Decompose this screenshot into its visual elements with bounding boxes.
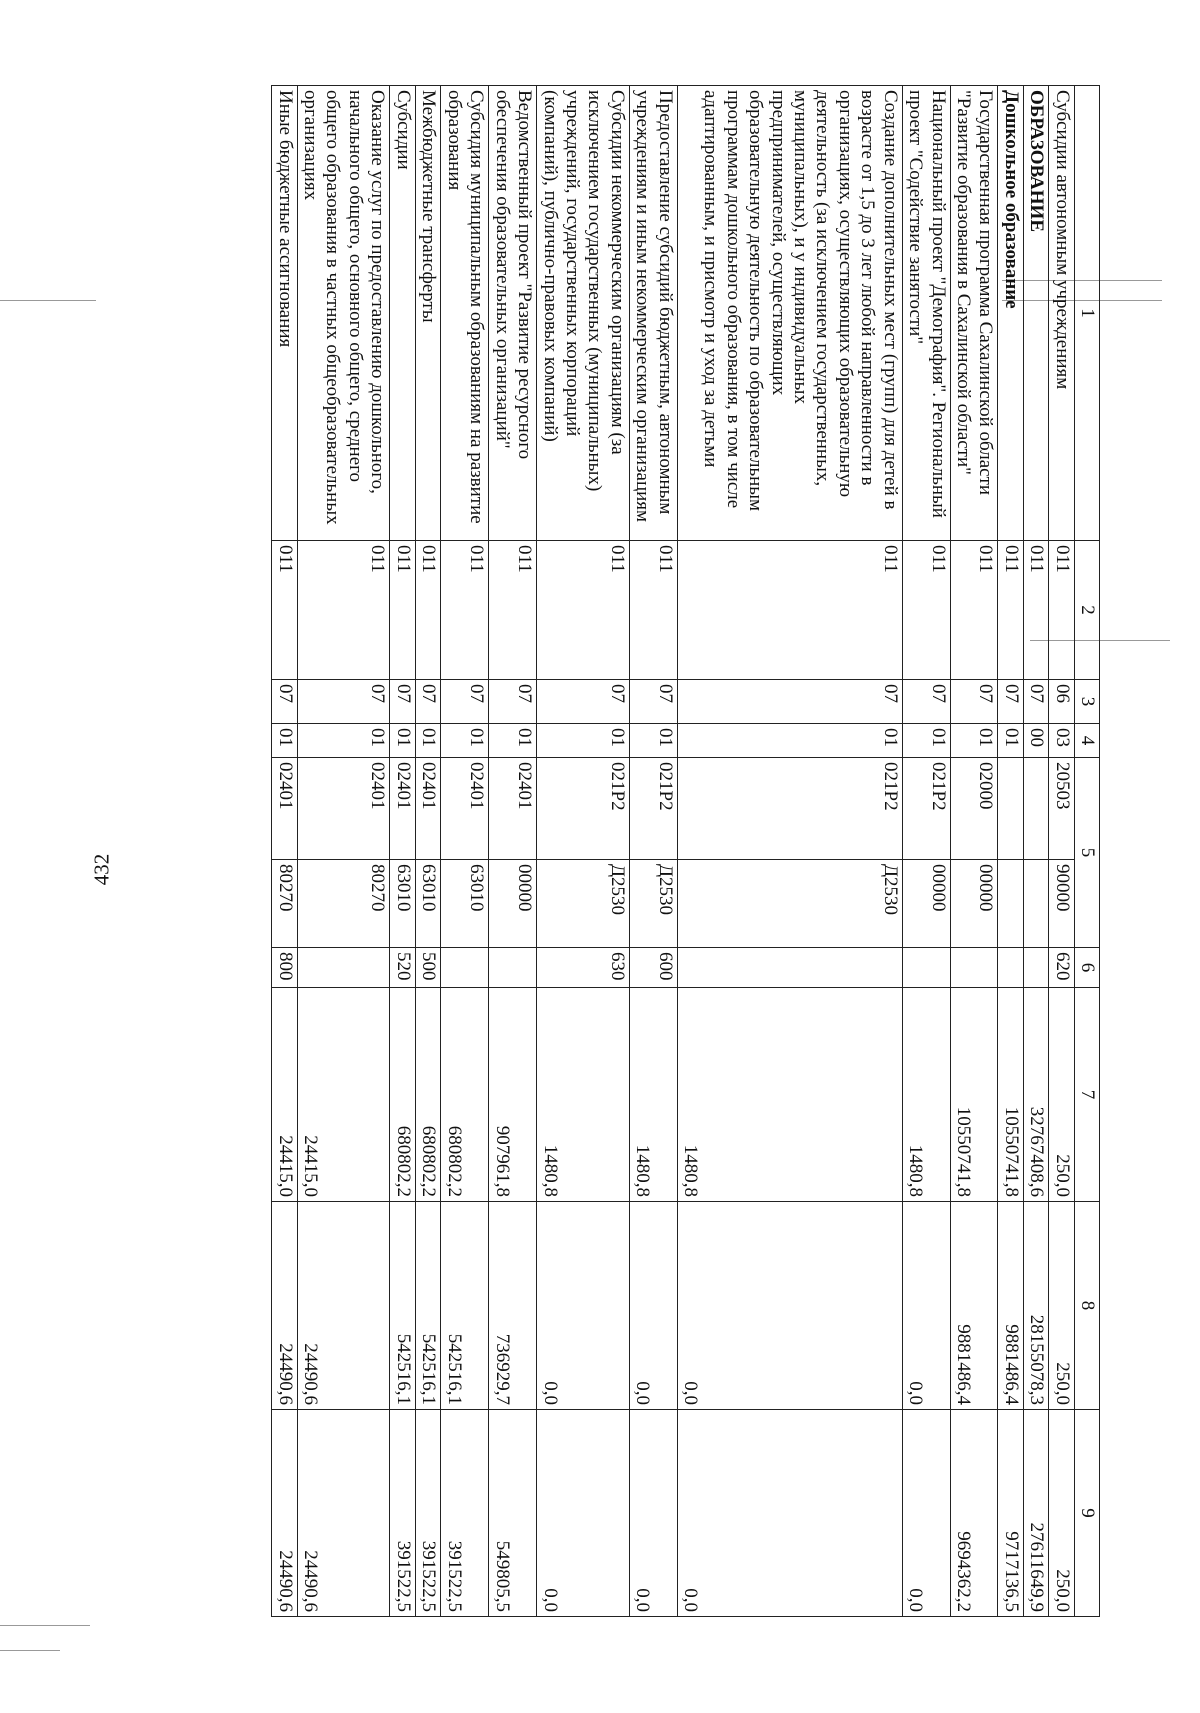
table-row [998, 86, 1023, 1617]
row-value-year-2: 0,0 [677, 1202, 902, 1410]
header-col-8: 8 [1074, 1202, 1099, 1410]
row-code-subsection: 00 [1023, 724, 1048, 758]
row-value-year-2: 0,0 [537, 1202, 630, 1410]
row-code-section: 06 [1049, 680, 1074, 724]
row-code-subsection: 01 [441, 724, 489, 758]
table-row [902, 86, 950, 1617]
row-code-program: 02401 [297, 758, 390, 860]
row-code-expense-type [998, 948, 1023, 988]
row-code-ministry: 011 [489, 541, 537, 680]
header-col-7: 7 [1074, 988, 1099, 1202]
table-row [441, 86, 489, 1617]
row-code-section: 07 [677, 680, 902, 724]
row-value-year-1: 24415,0 [297, 988, 390, 1202]
row-code-section: 07 [489, 680, 537, 724]
table-row [415, 86, 440, 1617]
row-code-direction: 00000 [902, 860, 950, 948]
row-name: Межбюджетные трансферты [415, 86, 440, 541]
row-value-year-3: 9717136,5 [998, 1410, 1023, 1617]
row-code-section: 07 [297, 680, 390, 724]
table-row [950, 86, 998, 1617]
row-code-subsection: 01 [297, 724, 390, 758]
row-code-program: 021P2 [677, 758, 902, 860]
row-code-program: 02401 [415, 758, 440, 860]
row-value-year-2: 28155078,3 [1023, 1202, 1048, 1410]
row-code-section: 07 [1023, 680, 1048, 724]
row-value-year-2: 0,0 [629, 1202, 677, 1410]
row-value-year-1: 680802,2 [415, 988, 440, 1202]
header-col-2: 2 [1074, 541, 1099, 680]
rotated-page [140, 85, 1100, 1616]
table-row [1023, 86, 1048, 1617]
row-value-year-2: 542516,1 [441, 1202, 489, 1410]
row-code-subsection: 01 [415, 724, 440, 758]
table-row [629, 86, 677, 1617]
row-code-program [998, 758, 1023, 860]
row-value-year-3: 391522,5 [441, 1410, 489, 1617]
row-name: Ведомственный проект "Развитие ресурсного обеспечения образовательных организаций" [489, 86, 537, 541]
row-code-expense-type: 500 [415, 948, 440, 988]
row-code-direction: Д2530 [677, 860, 902, 948]
row-code-expense-type: 620 [1049, 948, 1074, 988]
row-value-year-1: 1480,8 [677, 988, 902, 1202]
row-code-subsection: 01 [537, 724, 630, 758]
row-code-direction: 00000 [489, 860, 537, 948]
table-row [297, 86, 390, 1617]
row-code-program: 02401 [390, 758, 415, 860]
row-value-year-1: 1480,8 [537, 988, 630, 1202]
row-value-year-3: 391522,5 [415, 1410, 440, 1617]
row-code-expense-type: 630 [537, 948, 630, 988]
row-code-subsection: 01 [390, 724, 415, 758]
row-name: ОБРАЗОВАНИЕ [1023, 86, 1048, 541]
row-code-direction: 80270 [272, 860, 297, 948]
row-code-ministry: 011 [629, 541, 677, 680]
table-row [272, 86, 297, 1617]
row-code-direction: 80270 [297, 860, 390, 948]
row-code-ministry: 011 [297, 541, 390, 680]
row-code-direction: 90000 [1049, 860, 1074, 948]
row-code-expense-type: 800 [272, 948, 297, 988]
row-code-program: 021P2 [537, 758, 630, 860]
header-col-3: 3 [1074, 680, 1099, 724]
row-name: Предоставление субсидий бюджетным, автономным учреждениям и иным некоммерческим организациям [629, 86, 677, 541]
row-value-year-1: 907961,8 [489, 988, 537, 1202]
row-code-ministry: 011 [950, 541, 998, 680]
row-code-ministry: 011 [1049, 541, 1074, 680]
row-value-year-1: 680802,2 [390, 988, 415, 1202]
row-code-program: 02000 [950, 758, 998, 860]
row-code-subsection: 01 [489, 724, 537, 758]
row-code-expense-type [1023, 948, 1048, 988]
row-code-program: 021P2 [629, 758, 677, 860]
row-code-subsection: 01 [272, 724, 297, 758]
row-code-section: 07 [902, 680, 950, 724]
row-code-direction: 63010 [415, 860, 440, 948]
row-value-year-3: 391522,5 [390, 1410, 415, 1617]
row-code-section: 07 [950, 680, 998, 724]
header-col-4: 4 [1074, 724, 1099, 758]
row-value-year-3: 549805,5 [489, 1410, 537, 1617]
row-value-year-3: 0,0 [902, 1410, 950, 1617]
row-name: Субсидии автономным учреждениям [1049, 86, 1074, 541]
row-code-expense-type [441, 948, 489, 988]
row-code-expense-type [902, 948, 950, 988]
row-code-section: 07 [537, 680, 630, 724]
row-code-subsection: 03 [1049, 724, 1074, 758]
table-row [537, 86, 630, 1617]
table-row [677, 86, 902, 1617]
row-value-year-2: 24490,6 [272, 1202, 297, 1410]
header-col-5: 5 [1074, 758, 1099, 948]
row-value-year-3: 24490,6 [272, 1410, 297, 1617]
row-value-year-1: 10550741,8 [950, 988, 998, 1202]
row-name: Государственная программа Сахалинской области "Развитие образования в Сахалинской области" [950, 86, 998, 541]
row-code-direction: 63010 [390, 860, 415, 948]
row-code-program: 02401 [441, 758, 489, 860]
row-code-section: 07 [629, 680, 677, 724]
row-code-subsection: 01 [677, 724, 902, 758]
row-code-ministry: 011 [998, 541, 1023, 680]
row-name: Иные бюджетные ассигнования [272, 86, 297, 541]
row-code-expense-type [677, 948, 902, 988]
row-code-direction [998, 860, 1023, 948]
row-value-year-2: 736929,7 [489, 1202, 537, 1410]
row-code-ministry: 011 [272, 541, 297, 680]
row-name: Субсидия муниципальным образованиям на развитие образования [441, 86, 489, 541]
row-code-program: 20503 [1049, 758, 1074, 860]
row-value-year-2: 542516,1 [415, 1202, 440, 1410]
row-code-section: 07 [272, 680, 297, 724]
header-col-9: 9 [1074, 1410, 1099, 1617]
row-name: Оказание услуг по предоставлению дошкольного, начального общего, основного общего, среднего общего образования в частных общеобразовательных организациях [297, 86, 390, 541]
row-value-year-3: 0,0 [629, 1410, 677, 1617]
header-col-6: 6 [1074, 948, 1099, 988]
row-code-subsection: 01 [998, 724, 1023, 758]
row-code-section: 07 [415, 680, 440, 724]
row-value-year-1: 10550741,8 [998, 988, 1023, 1202]
row-value-year-3: 27611649,9 [1023, 1410, 1048, 1617]
table-row [489, 86, 537, 1617]
row-code-subsection: 01 [629, 724, 677, 758]
row-code-direction: 63010 [441, 860, 489, 948]
header-col-1: 1 [1074, 86, 1099, 541]
row-value-year-2: 24490,6 [297, 1202, 390, 1410]
row-code-section: 07 [998, 680, 1023, 724]
budget-table [271, 85, 1100, 1617]
row-code-expense-type: 520 [390, 948, 415, 988]
row-code-expense-type [950, 948, 998, 988]
row-value-year-2: 542516,1 [390, 1202, 415, 1410]
row-value-year-3: 0,0 [537, 1410, 630, 1617]
row-code-ministry: 011 [677, 541, 902, 680]
row-code-section: 07 [441, 680, 489, 724]
row-code-expense-type [489, 948, 537, 988]
row-value-year-3: 24490,6 [297, 1410, 390, 1617]
table-body [272, 86, 1074, 1617]
row-name: Субсидии некоммерческим организациям (за исключением государственных (муниципальных) учреждений, государственных корпораций (компаний), публично-правовых компаний) [537, 86, 630, 541]
row-code-ministry: 011 [537, 541, 630, 680]
row-code-direction: 00000 [950, 860, 998, 948]
row-code-direction: Д2530 [629, 860, 677, 948]
row-code-direction: Д2530 [537, 860, 630, 948]
row-value-year-1: 32767408,6 [1023, 988, 1048, 1202]
row-name: Национальный проект "Демография". Региональный проект "Содействие занятости" [902, 86, 950, 541]
table-row [1049, 86, 1074, 1617]
table-row [390, 86, 415, 1617]
row-code-ministry: 011 [902, 541, 950, 680]
row-value-year-1: 680802,2 [441, 988, 489, 1202]
row-value-year-2: 0,0 [902, 1202, 950, 1410]
row-code-program: 02401 [272, 758, 297, 860]
header-row [1074, 86, 1099, 1617]
row-code-program [1023, 758, 1048, 860]
row-value-year-2: 9881486,4 [998, 1202, 1023, 1410]
row-value-year-1: 1480,8 [629, 988, 677, 1202]
row-code-program: 021P2 [902, 758, 950, 860]
row-value-year-3: 9694362,2 [950, 1410, 998, 1617]
row-value-year-2: 250,0 [1049, 1202, 1074, 1410]
row-name: Дошкольное образование [998, 86, 1023, 541]
row-code-subsection: 01 [902, 724, 950, 758]
row-name: Субсидии [390, 86, 415, 541]
row-code-ministry: 011 [390, 541, 415, 680]
row-name: Создание дополнительных мест (групп) для детей в возрасте от 1,5 до 3 лет любой направленности в организациях, осуществляющих образовательную деятельность (за исключением государственных, муниципальных), и у индивидуальных предпринимателей, осуществляющих образовательную деятельность по образовательным программам дошкольного образования, в том числе адаптированным, и присмотр и уход за детьми [677, 86, 902, 541]
row-value-year-1: 1480,8 [902, 988, 950, 1202]
row-code-ministry: 011 [441, 541, 489, 680]
row-value-year-3: 250,0 [1049, 1410, 1074, 1617]
row-value-year-2: 9881486,4 [950, 1202, 998, 1410]
row-value-year-3: 0,0 [677, 1410, 902, 1617]
row-value-year-1: 24415,0 [272, 988, 297, 1202]
row-code-ministry: 011 [1023, 541, 1048, 680]
row-value-year-1: 250,0 [1049, 988, 1074, 1202]
row-code-ministry: 011 [415, 541, 440, 680]
row-code-expense-type: 600 [629, 948, 677, 988]
row-code-program: 02401 [489, 758, 537, 860]
page-number: 432 [89, 853, 114, 886]
row-code-subsection: 01 [950, 724, 998, 758]
row-code-direction [1023, 860, 1048, 948]
row-code-expense-type [297, 948, 390, 988]
row-code-section: 07 [390, 680, 415, 724]
